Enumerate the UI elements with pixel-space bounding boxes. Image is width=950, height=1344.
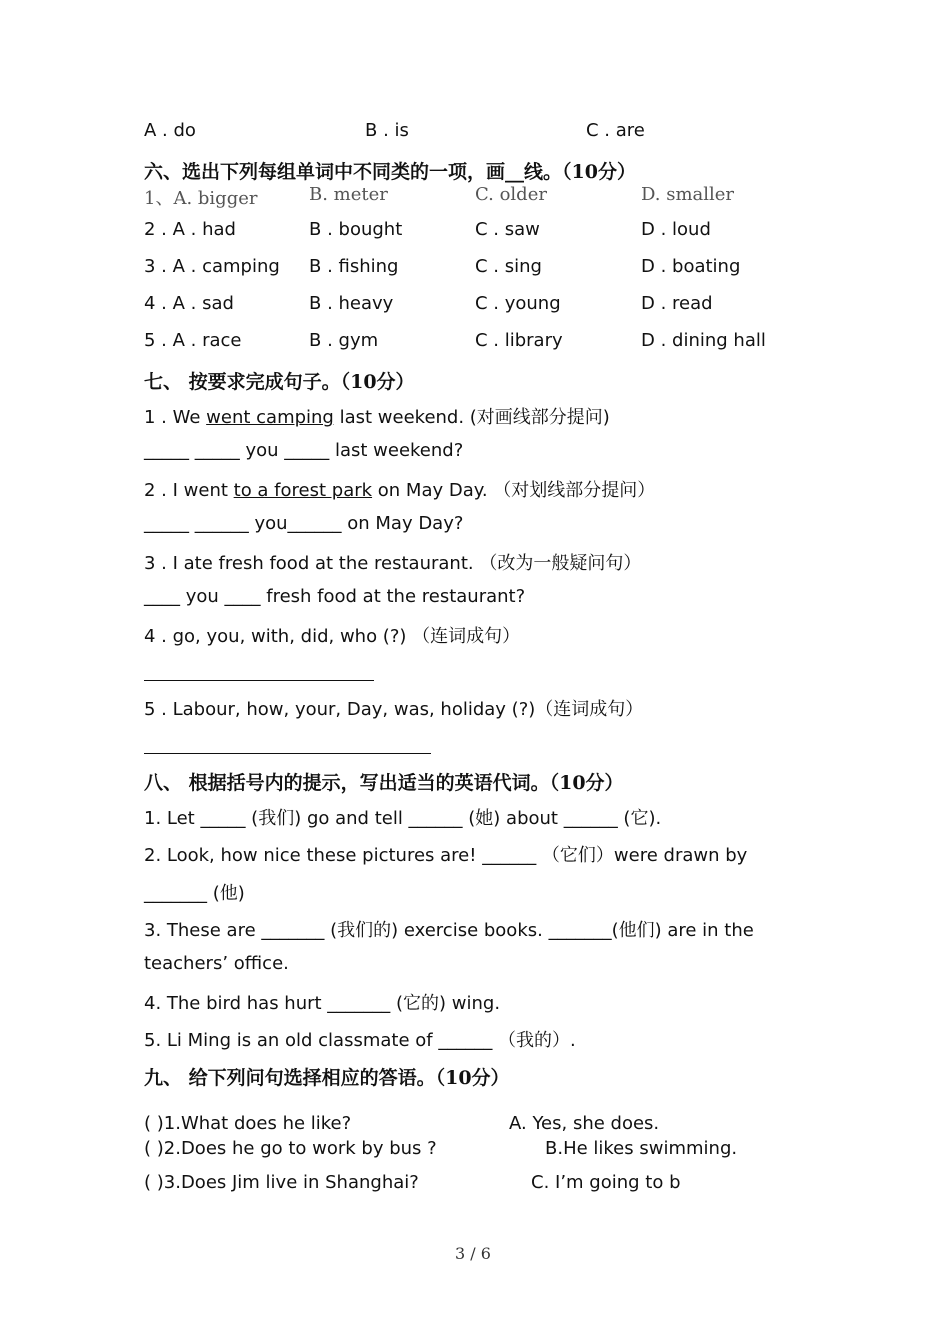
s7-q1-answer: _____ _____ you _____ last weekend?: [144, 440, 464, 461]
section6-title: 六、选出下列每组单词中不同类的一项，画__线。（10分）: [144, 161, 636, 183]
s9-q1: ( )1.What does he like?: [144, 1113, 352, 1134]
s9-a1: A. Yes, she does.: [509, 1113, 660, 1134]
s8-line2: 2. Look, how nice these pictures are! ______ （它们）were drawn by: [144, 845, 748, 866]
s6-row5-a: 5 . A . race: [144, 330, 242, 351]
s7-q2-post: on May Day. （对划线部分提问）: [372, 480, 656, 501]
s7-q1-post: last weekend. (对画线部分提问): [333, 407, 610, 428]
s6-row1-b: B. meter: [309, 184, 388, 205]
s7-q1-pre: 1 . We: [144, 407, 207, 428]
s8-line6: 4. The bird has hurt _______ (它的) wing.: [144, 993, 501, 1014]
s6-row2-c: C . saw: [475, 219, 540, 240]
s8-line7: 5. Li Ming is an old classmate of ______ （我的）.: [144, 1030, 576, 1051]
s6-row3-c: C . sing: [475, 256, 542, 277]
s6-row3-b: B . fishing: [309, 256, 399, 277]
section8-title: 八、 根据括号内的提示，写出适当的英语代词。（10分）: [144, 772, 624, 794]
s8-line3: _______ (他): [144, 883, 245, 904]
option-c: C . are: [586, 120, 645, 141]
s7-q5: 5 . Labour, how, your, Day, was, holiday (?)（连词成句）: [144, 699, 644, 720]
s6-row3-a: 3 . A . camping: [144, 256, 280, 277]
s6-row3-d: D . boating: [641, 256, 741, 277]
s7-q2-answer: _____ ______ you______ on May Day?: [144, 513, 464, 534]
page-number: 3 / 6: [455, 1244, 491, 1263]
s6-row2-b: B . bought: [309, 219, 403, 240]
s6-row1-d: D. smaller: [641, 184, 735, 205]
s9-a3: C. I’m going to b: [531, 1172, 681, 1193]
s7-q1: [144, 403, 610, 429]
s8-line5: teachers’ office.: [144, 953, 289, 974]
s7-q2: [144, 476, 655, 502]
s6-row4-c: C . young: [475, 293, 561, 314]
option-b: B . is: [365, 120, 409, 141]
s7-q5-answer-line: [144, 753, 431, 754]
section9-title: 九、 给下列问句选择相应的答语。（10分）: [144, 1067, 510, 1089]
s7-q1-underlined: went camping: [206, 407, 334, 428]
s6-row5-c: C . library: [475, 330, 563, 351]
s7-q2-underlined: to a forest park: [233, 480, 373, 501]
s9-a2: B.He likes swimming.: [545, 1138, 738, 1159]
s7-q4-answer-line: [144, 680, 374, 681]
s6-row4-a: 4 . A . sad: [144, 293, 234, 314]
s7-q3: 3 . I ate fresh food at the restaurant. （改为一般疑问句）: [144, 553, 642, 574]
option-a: A . do: [144, 120, 196, 141]
s6-row1-c: C. older: [475, 184, 547, 205]
section7-title: 七、 按要求完成句子。（10分）: [144, 371, 415, 393]
s6-row2-a: 2 . A . had: [144, 219, 236, 240]
s6-row2-d: D . loud: [641, 219, 711, 240]
s6-row4-b: B . heavy: [309, 293, 394, 314]
s8-line1: 1. Let _____ (我们) go and tell ______ (她) about ______ (它).: [144, 808, 662, 829]
s7-q2-pre: 2 . I went: [144, 480, 234, 501]
s8-line4: 3. These are _______ (我们的) exercise books. _______(他们) are in the: [144, 920, 754, 941]
s7-q3-answer: ____ you ____ fresh food at the restaurant?: [144, 586, 526, 607]
s7-q4: 4 . go, you, with, did, who (?) （连词成句）: [144, 626, 521, 647]
s6-row4-d: D . read: [641, 293, 713, 314]
s6-row5-b: B . gym: [309, 330, 379, 351]
s6-row5-d: D . dining hall: [641, 330, 766, 351]
s6-row1-a: 1、A. bigger: [144, 188, 258, 209]
s9-q3: ( )3.Does Jim live in Shanghai?: [144, 1172, 419, 1193]
s9-q2: ( )2.Does he go to work by bus ?: [144, 1138, 437, 1159]
